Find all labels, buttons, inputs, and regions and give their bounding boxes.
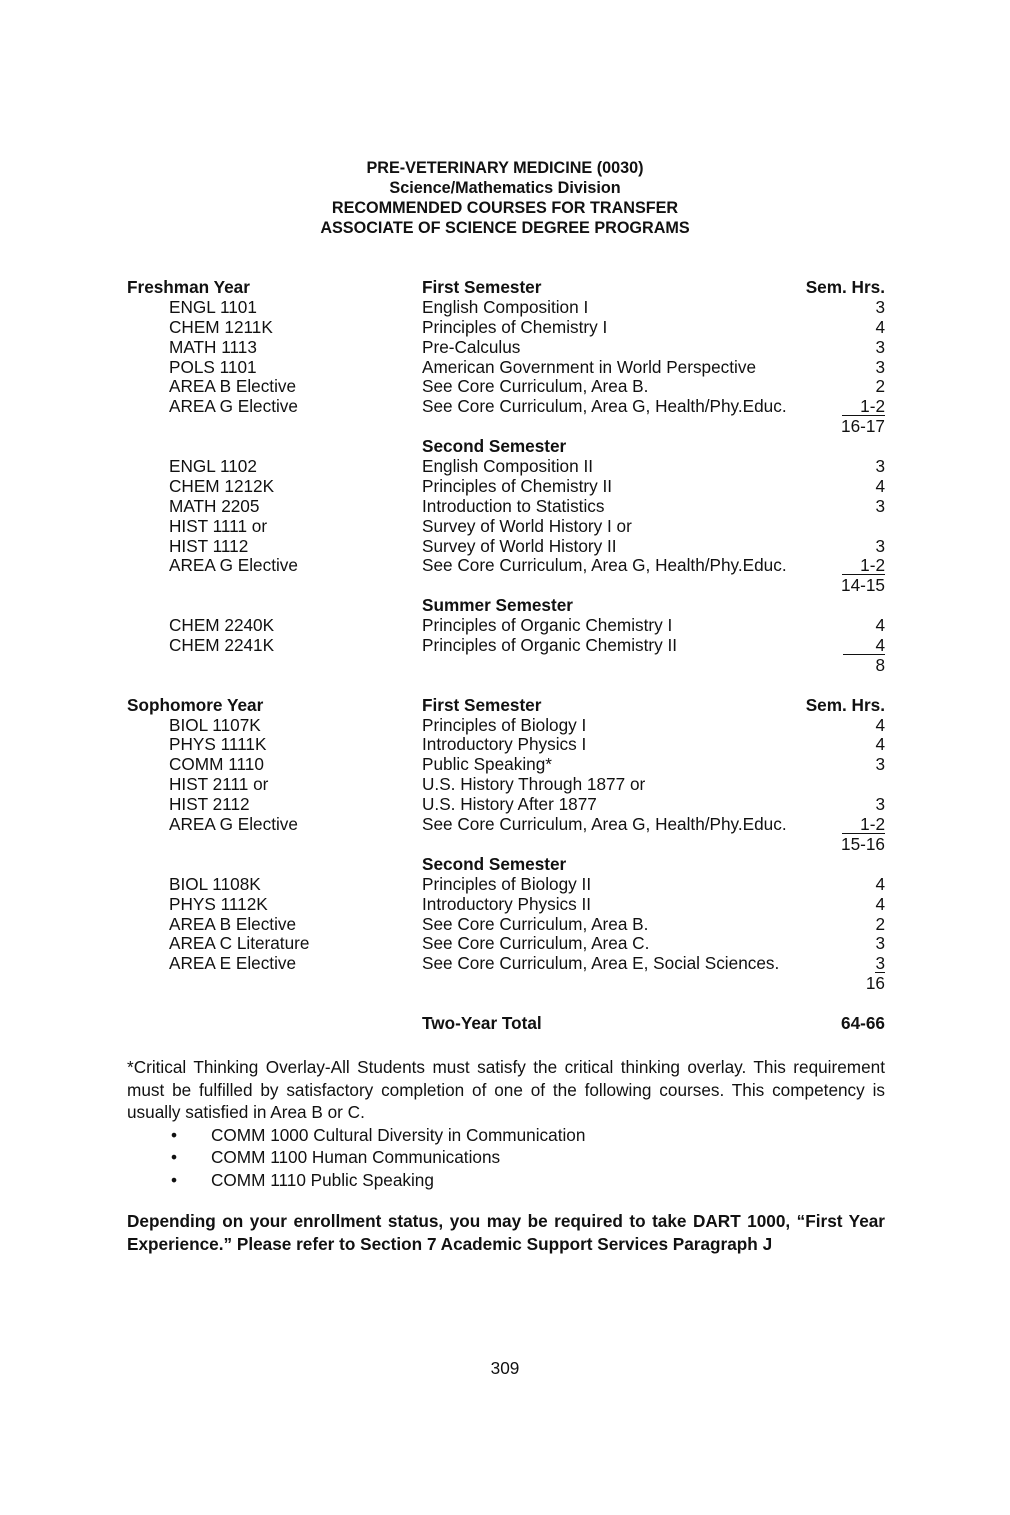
- semester-header-row: [127, 437, 885, 457]
- course-desc: Survey of World History II: [422, 535, 617, 556]
- semester-total: 15-16: [841, 833, 885, 854]
- bullet-text: COMM 1110 Public Speaking: [211, 1169, 434, 1190]
- document-header: [0, 158, 1010, 238]
- course-row: [127, 477, 885, 497]
- two-year-total-label: Two-Year Total: [422, 1012, 542, 1033]
- course-code: AREA G Elective: [169, 814, 298, 835]
- semester-header-row: [127, 855, 885, 875]
- semester-total: 16: [865, 973, 885, 994]
- course-hours: 4: [875, 615, 885, 636]
- course-code: HIST 2111 or: [169, 774, 269, 795]
- course-desc: Principles of Organic Chemistry II: [422, 635, 678, 656]
- course-row: [127, 915, 885, 935]
- year-label: Freshman Year: [127, 277, 250, 297]
- course-code: CHEM 2240K: [169, 615, 275, 636]
- course-code: COMM 1110: [169, 754, 264, 775]
- course-desc: See Core Curriculum, Area G, Health/Phy.Educ.: [422, 555, 787, 576]
- course-code: AREA G Elective: [169, 555, 298, 576]
- course-desc: U.S. History Through 1877 or: [422, 774, 646, 795]
- course-row: [127, 735, 885, 755]
- semester-title: First Semester: [422, 694, 542, 715]
- course-code: CHEM 2241K: [169, 635, 275, 656]
- course-row: [127, 716, 885, 736]
- course-hours-underlined: [842, 397, 885, 417]
- course-desc: Introductory Physics I: [422, 734, 587, 755]
- course-desc: Introduction to Statistics: [422, 495, 605, 516]
- course-desc: U.S. History After 1877: [422, 794, 597, 815]
- course-hours: 4: [875, 475, 885, 496]
- semester-total: 8: [875, 654, 885, 675]
- semester-header-row: [127, 696, 885, 716]
- course-hours: 4: [875, 316, 885, 337]
- course-row: [127, 815, 885, 835]
- degree-title: ASSOCIATE OF SCIENCE DEGREE PROGRAMS: [320, 219, 690, 237]
- bullet-glyph: •: [171, 1124, 178, 1145]
- course-desc: See Core Curriculum, Area C.: [422, 933, 650, 954]
- two-year-total-value: 64-66: [841, 1012, 885, 1033]
- course-row: [127, 497, 885, 517]
- course-row: [127, 934, 885, 954]
- course-row: [127, 377, 885, 397]
- course-bullet-list: [127, 1124, 885, 1192]
- spacer: [127, 994, 885, 1014]
- course-hours-underlined: [842, 556, 885, 576]
- course-hours-underlined: [843, 636, 885, 656]
- underlined-hours: 1-2: [842, 557, 885, 575]
- semester-title: Second Semester: [422, 436, 567, 457]
- course-desc: Introductory Physics II: [422, 893, 592, 914]
- course-row: [127, 636, 885, 656]
- semester-total: 14-15: [841, 575, 885, 596]
- course-hours: 3: [875, 336, 885, 357]
- course-row: [127, 616, 885, 636]
- course-desc: See Core Curriculum, Area E, Social Sciences.: [422, 953, 780, 974]
- course-row: [127, 954, 885, 974]
- course-desc: Public Speaking*: [422, 754, 552, 775]
- course-hours: 3: [875, 296, 885, 317]
- course-hours: 3: [875, 794, 885, 815]
- course-code: AREA E Elective: [169, 953, 297, 974]
- year-label: Sophomore Year: [127, 694, 264, 715]
- course-desc: American Government in World Perspective: [422, 356, 757, 377]
- course-row: [127, 298, 885, 318]
- course-row: [127, 457, 885, 477]
- semester-total-row: [127, 835, 885, 855]
- course-hours: 4: [875, 734, 885, 755]
- course-hours: 3: [875, 535, 885, 556]
- course-row: [127, 755, 885, 775]
- spacer: [127, 676, 885, 696]
- course-code: HIST 2112: [169, 794, 250, 815]
- bullet-item: [127, 1146, 885, 1169]
- bullet-text: COMM 1100 Human Communications: [211, 1147, 501, 1168]
- bullet-glyph: •: [171, 1169, 178, 1190]
- program-title: PRE-VETERINARY MEDICINE (0030): [366, 159, 644, 177]
- course-row: [127, 775, 885, 795]
- course-row: [127, 895, 885, 915]
- underlined-hours: 1-2: [842, 398, 885, 416]
- bullet-item: [127, 1124, 885, 1147]
- semester-total-row: [127, 974, 885, 994]
- course-row: [127, 795, 885, 815]
- course-desc: See Core Curriculum, Area B.: [422, 913, 649, 934]
- semester-header-row: [127, 278, 885, 298]
- semester-total-row: [127, 417, 885, 437]
- course-hours: 3: [875, 495, 885, 516]
- course-code: PHYS 1112K: [169, 893, 268, 914]
- course-code: CHEM 1212K: [169, 475, 275, 496]
- course-row: [127, 397, 885, 417]
- course-hours: 3: [875, 754, 885, 775]
- course-hours-underlined: [875, 954, 885, 974]
- course-code: BIOL 1107K: [169, 714, 261, 735]
- bullet-glyph: •: [171, 1147, 178, 1168]
- semester-total-row: [127, 576, 885, 596]
- underlined-hours: 4: [843, 637, 885, 655]
- course-code: CHEM 1211K: [169, 316, 273, 337]
- course-code: BIOL 1108K: [169, 873, 261, 894]
- semester-title: Second Semester: [422, 853, 567, 874]
- recommended-title: RECOMMENDED COURSES FOR TRANSFER: [331, 199, 679, 217]
- course-hours: 2: [875, 913, 885, 934]
- course-desc: See Core Curriculum, Area G, Health/Phy.Educ.: [422, 396, 787, 417]
- division-title: Science/Mathematics Division: [389, 179, 621, 197]
- course-code: ENGL 1102: [169, 456, 257, 477]
- semester-title: First Semester: [422, 277, 542, 297]
- course-hours: 4: [875, 893, 885, 914]
- course-row: [127, 318, 885, 338]
- semester-title: Summer Semester: [422, 595, 573, 616]
- course-code: AREA B Elective: [169, 913, 297, 934]
- course-row: [127, 358, 885, 378]
- course-desc: English Composition II: [422, 456, 594, 477]
- course-hours: 3: [875, 356, 885, 377]
- course-code: AREA G Elective: [169, 396, 298, 417]
- course-hours: 3: [875, 456, 885, 477]
- course-hours: 2: [875, 376, 885, 397]
- course-hours: 3: [875, 933, 885, 954]
- course-desc: Pre-Calculus: [422, 336, 521, 357]
- dart-requirement-note: Depending on your enrollment status, you may be required to take DART 1000, “First Year Experience.” Please refer to Section 7 Academic Support Services Paragraph J: [127, 1211, 885, 1254]
- course-desc: See Core Curriculum, Area G, Health/Phy.Educ.: [422, 814, 787, 835]
- course-code: AREA C Literature: [169, 933, 310, 954]
- course-hours: 4: [875, 714, 885, 735]
- semester-total: 16-17: [841, 416, 885, 437]
- course-schedule: [127, 278, 885, 1034]
- course-desc: Principles of Chemistry II: [422, 475, 613, 496]
- underlined-hours: 3: [875, 953, 885, 974]
- page-number: 309: [490, 1358, 520, 1378]
- bullet-item: [127, 1169, 885, 1192]
- course-code: PHYS 1111K: [169, 734, 267, 755]
- two-year-total-row: [127, 1014, 885, 1034]
- course-desc: See Core Curriculum, Area B.: [422, 376, 649, 397]
- course-code: AREA B Elective: [169, 376, 297, 397]
- bullet-text: COMM 1000 Cultural Diversity in Communication: [211, 1124, 586, 1145]
- course-code: MATH 1113: [169, 336, 257, 357]
- course-row: [127, 875, 885, 895]
- note-text: *Critical Thinking Overlay-All Students must satisfy the critical thinking overlay. This requirement must be fulfilled by satisfactory completion of one of the following courses. This competency is usually satisfied in Area B or C.: [127, 1057, 885, 1122]
- course-desc: Survey of World History I or: [422, 515, 632, 536]
- course-code: MATH 2205: [169, 495, 260, 516]
- course-code: ENGL 1101: [169, 296, 257, 317]
- course-hours-underlined: [842, 815, 885, 835]
- course-row: [127, 517, 885, 537]
- course-code: HIST 1112: [169, 535, 249, 556]
- course-desc: Principles of Biology II: [422, 873, 592, 894]
- course-code: POLS 1101: [169, 356, 257, 377]
- underlined-hours: 1-2: [842, 816, 885, 834]
- course-desc: Principles of Chemistry I: [422, 316, 608, 337]
- course-desc: Principles of Organic Chemistry I: [422, 615, 673, 636]
- course-row: [127, 537, 885, 557]
- hours-column-label: Sem. Hrs.: [805, 694, 885, 715]
- semester-header-row: [127, 596, 885, 616]
- course-hours: 4: [875, 873, 885, 894]
- semester-total-row: [127, 656, 885, 676]
- course-code: HIST 1111 or: [169, 515, 268, 536]
- course-desc: English Composition I: [422, 296, 589, 317]
- course-row: [127, 338, 885, 358]
- course-desc: Principles of Biology I: [422, 714, 587, 735]
- hours-column-label: Sem. Hrs.: [805, 277, 885, 297]
- critical-thinking-note: [127, 1056, 885, 1192]
- course-row: [127, 556, 885, 576]
